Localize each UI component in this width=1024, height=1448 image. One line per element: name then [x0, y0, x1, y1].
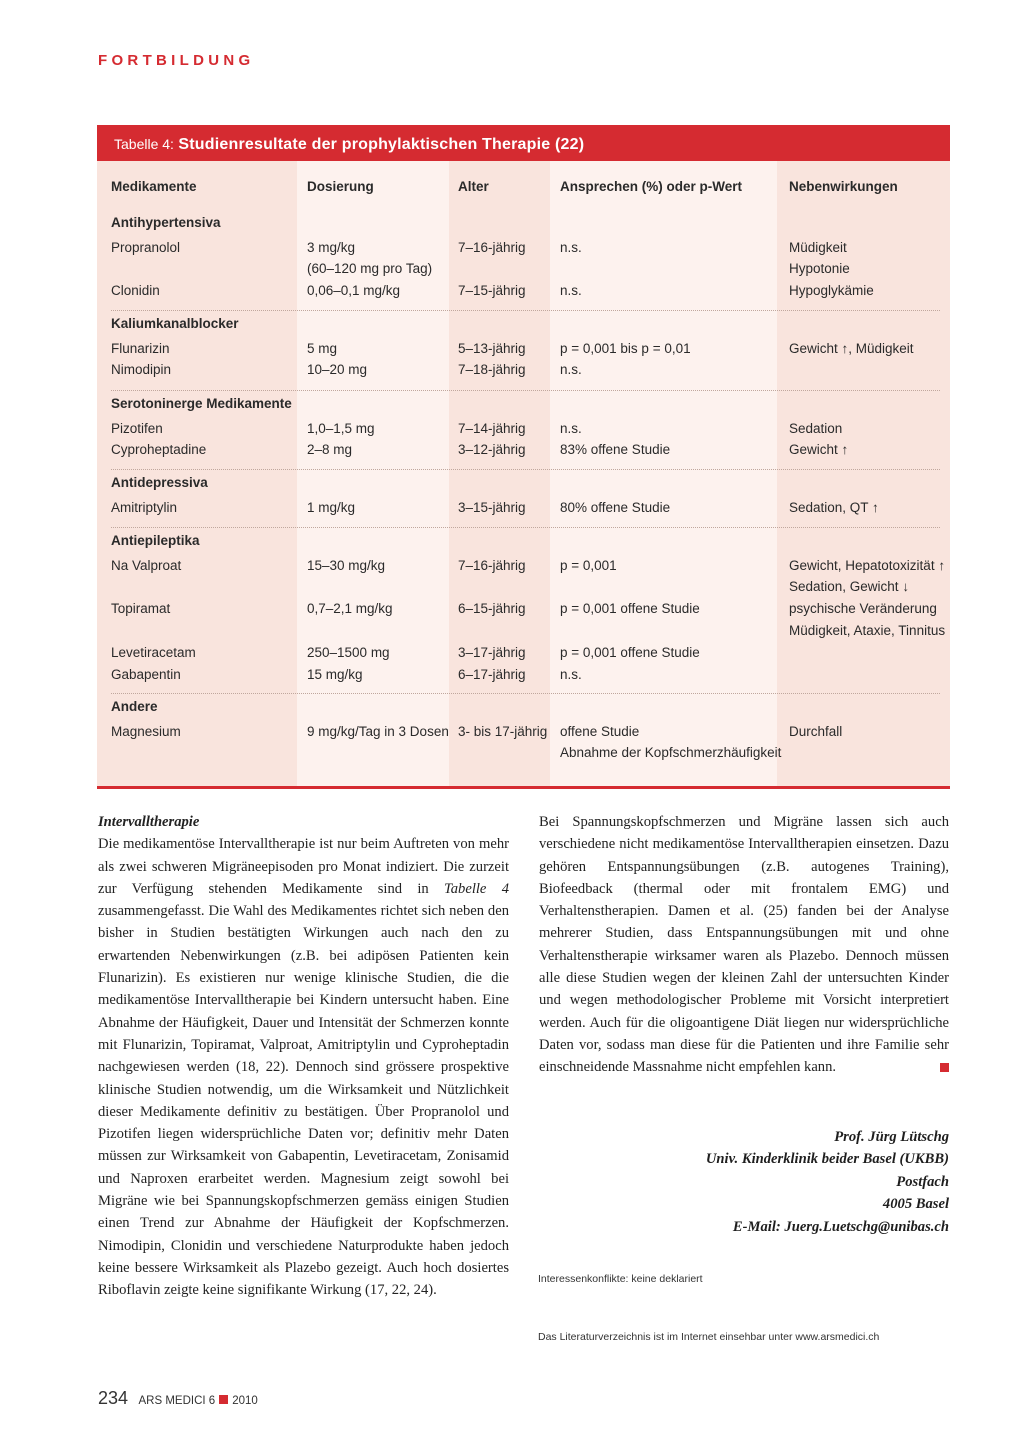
response-cell: offene Studie: [560, 723, 640, 739]
paragraph: [98, 833, 509, 1301]
dose-cell: 15 mg/kg: [307, 666, 363, 682]
group-separator: [111, 390, 940, 391]
age-cell: 7–18-jährig: [458, 362, 526, 378]
response-cell: n.s.: [560, 666, 582, 682]
group-heading: Serotoninerge Medikamente: [111, 396, 292, 411]
drug-cell: Topiramat: [111, 601, 171, 617]
side-effect-cell: Gewicht ↑, Müdigkeit: [789, 340, 914, 356]
drug-cell: Flunarizin: [111, 340, 170, 356]
dose-cell: 1,0–1,5 mg: [307, 420, 375, 436]
left-column: [98, 811, 509, 1302]
table-label: Tabelle 4:: [114, 136, 174, 152]
response-cell: p = 0,001 offene Studie: [560, 601, 700, 617]
section-label: FORTBILDUNG: [98, 52, 255, 69]
drug-cell: Levetiracetam: [111, 644, 196, 660]
group-heading: Andere: [111, 699, 158, 714]
response-cell: p = 0,001 bis p = 0,01: [560, 340, 691, 356]
journal-name: ARS MEDICI 6: [138, 1395, 216, 1407]
group-separator: [111, 693, 940, 694]
author-city: 4005 Basel: [882, 1196, 949, 1213]
group-heading: Antidepressiva: [111, 475, 208, 490]
side-effect-cell: Gewicht, Hepatotoxizität ↑: [789, 557, 946, 573]
age-cell: 3–17-jährig: [458, 644, 526, 660]
age-cell: 6–17-jährig: [458, 666, 526, 682]
author-name: Prof. Jürg Lütschg: [834, 1129, 949, 1145]
age-cell: 3- bis 17-jährig: [458, 723, 548, 739]
column-header: Alter: [458, 179, 489, 194]
journal-year: 2010: [232, 1395, 258, 1407]
dose-cell: 9 mg/kg/Tag in 3 Dosen: [307, 723, 449, 739]
author-box: Postfach: [896, 1173, 949, 1190]
author-email: E-Mail: Juerg.Luetschg@unibas.ch: [732, 1218, 949, 1235]
conflict-note: Interessenkonflikte: keine deklariert: [538, 1273, 703, 1285]
drug-cell: Pizotifen: [111, 420, 163, 436]
side-effect-cell: psychische Veränderung: [789, 601, 937, 617]
response-cell: n.s.: [560, 283, 582, 299]
side-effect-cell: Sedation, QT ↑: [789, 499, 879, 515]
paragraph-text: Die medikamentöse Intervalltherapie ist nur beim Auftreten von mehr als zwei schweren Migräneepisoden pro Monat indiziert. Die zurzeit zur Verfügung stehenden Medikamente sind in: [98, 836, 509, 897]
side-effect-cell: Sedation, Gewicht ↓: [789, 579, 910, 595]
age-cell: 3–15-jährig: [458, 499, 526, 515]
footer-square-icon: [219, 1395, 228, 1404]
drug-cell: Propranolol: [111, 239, 181, 255]
side-effect-cell: Sedation: [789, 420, 843, 436]
response-cell: n.s.: [560, 239, 582, 255]
response-cell: n.s.: [560, 362, 582, 378]
table-header: [97, 125, 950, 161]
group-separator: [111, 469, 940, 470]
side-effect-cell: Müdigkeit, Ataxie, Tinnitus: [789, 622, 946, 638]
table-reference: Tabelle 4: [443, 880, 509, 897]
end-square-icon: [940, 1063, 949, 1072]
response-cell: 83% offene Studie: [560, 442, 671, 458]
author-institution: Univ. Kinderklinik beider Basel (UKBB): [705, 1151, 949, 1168]
dose-cell: (60–120 mg pro Tag): [307, 261, 433, 277]
age-cell: 7–16-jährig: [458, 239, 526, 255]
dose-cell: 5 mg: [307, 340, 338, 356]
group-separator: [111, 527, 940, 528]
dose-cell: 0,7–2,1 mg/kg: [307, 601, 393, 617]
drug-cell: Na Valproat: [111, 557, 182, 573]
group-heading: Antihypertensiva: [111, 215, 221, 230]
side-effect-cell: Hypotonie: [789, 261, 850, 277]
group-heading: Kaliumkanalblocker: [111, 316, 239, 331]
age-cell: 7–14-jährig: [458, 420, 526, 436]
drug-cell: Magnesium: [111, 723, 181, 739]
paragraph: [539, 811, 949, 1079]
dose-cell: 0,06–0,1 mg/kg: [307, 283, 401, 299]
side-effect-cell: Hypoglykämie: [789, 283, 874, 299]
drug-cell: Amitriptylin: [111, 499, 178, 515]
dose-cell: 15–30 mg/kg: [307, 557, 386, 573]
right-column: [539, 811, 949, 1079]
dose-cell: 3 mg/kg: [307, 239, 356, 255]
age-cell: 3–12-jährig: [458, 442, 526, 458]
paragraph-text: zusammengefasst. Die Wahl des Medikamentes richtet sich neben den bisher in Studien bestätigten Wirkungen auch nach den zu erwartenden Nebenwirkungen (z.B. bei adipösen Patienten kein Flunarizin). Es existieren nur wenige klinische Studien, die die medikamentöse Intervalltherapie bei Kindern untersucht haben. Eine Abnahme der Häufigkeit, Dauer und Intensität der Schmerzen konnte mit Flunarizin, Topiramat, Valproat, Amitriptylin und Cyproheptadin nachgewiesen werden (18, 22). Dennoch sind grössere prospektive klinische Studien notwendig, um die Wirksamkeit und Nützlichkeit dieser Medikamente definitiv zu bestätigen. Über Propranolol und Pizotifen liegen widersprüchliche Daten vor; definitiv mehr Daten müssen zur Wirksamkeit von Gabapentin, Levetiracetam, Zonisamid und Naproxen erarbeitet werden. Magnesium zeigt sowohl bei Migräne wie bei Spannungskopfschmerzen gemäss einigen Studien einen Trend zur Abnahme der Häufigkeit der Kopfschmerzen. Nimodipin, Clonidin und verschiedene Naturprodukte haben jedoch keine bessere Wirksamkeit als Plazebo gezeigt. Auch hoch dosiertes Riboflavin zeigte keine signifikante Wirkung (17, 22, 24).: [98, 903, 509, 1299]
response-cell: Abnahme der Kopfschmerzhäufigkeit: [560, 745, 782, 761]
column-header: Dosierung: [307, 179, 374, 194]
column-header: Nebenwirkungen: [789, 179, 898, 194]
group-separator: [111, 310, 940, 311]
age-cell: 5–13-jährig: [458, 340, 526, 356]
column-header: Medikamente: [111, 179, 197, 194]
side-effect-cell: Müdigkeit: [789, 239, 847, 255]
drug-cell: Clonidin: [111, 283, 160, 299]
dose-cell: 250–1500 mg: [307, 644, 390, 660]
group-heading: Antiepileptika: [111, 533, 200, 548]
drug-cell: Cyproheptadine: [111, 442, 207, 458]
dose-cell: 2–8 mg: [307, 442, 353, 458]
response-cell: p = 0,001: [560, 557, 617, 573]
drug-cell: Gabapentin: [111, 666, 181, 682]
age-cell: 7–16-jährig: [458, 557, 526, 573]
subheading: Intervalltherapie: [98, 814, 200, 830]
response-cell: 80% offene Studie: [560, 499, 671, 515]
page-number: 234: [98, 1388, 129, 1408]
side-effect-cell: Durchfall: [789, 723, 843, 739]
age-cell: 6–15-jährig: [458, 601, 526, 617]
literature-note: Das Literaturverzeichnis ist im Internet einsehbar unter www.arsmedici.ch: [538, 1331, 880, 1343]
response-cell: p = 0,001 offene Studie: [560, 644, 700, 660]
author-block: [540, 1126, 949, 1238]
paragraph-text: Bei Spannungskopfschmerzen und Migräne lassen sich auch verschiedene nicht medikamentöse Intervalltherapien einsetzen. Dazu gehören Entspannungsübungen (z.B. autogenes Training), Biofeedback (thermal oder mit frontalem EMG) und Verhaltenstherapien. Damen et al. (25) fanden bei der Analyse mehrerer Studien, dass Entspannungsübungen mit und ohne Verhaltenstherapie wirksamer waren als Plazebo. Dennoch müssen alle diese Studien wegen der kleinen Zahl der untersuchten Kinder und wegen methodologischer Probleme mit Vorsicht interpretiert werden. Auch für die oligoantigene Diät liegen nur widersprüchliche Daten vor, sodass man diese für die Patienten und ihre Familie sehr einschneidende Massnahme nicht empfehlen kann.: [539, 814, 949, 1076]
table-bottom-rule: [97, 786, 950, 789]
age-cell: 7–15-jährig: [458, 283, 526, 299]
dose-cell: 10–20 mg: [307, 362, 368, 378]
table-title: Studienresultate der prophylaktischen Therapie (22): [178, 136, 585, 153]
drug-cell: Nimodipin: [111, 362, 172, 378]
side-effect-cell: Gewicht ↑: [789, 442, 849, 458]
page-footer: [98, 1388, 258, 1409]
dose-cell: 1 mg/kg: [307, 499, 356, 515]
column-header: Ansprechen (%) oder p-Wert: [560, 179, 743, 194]
response-cell: n.s.: [560, 420, 582, 436]
